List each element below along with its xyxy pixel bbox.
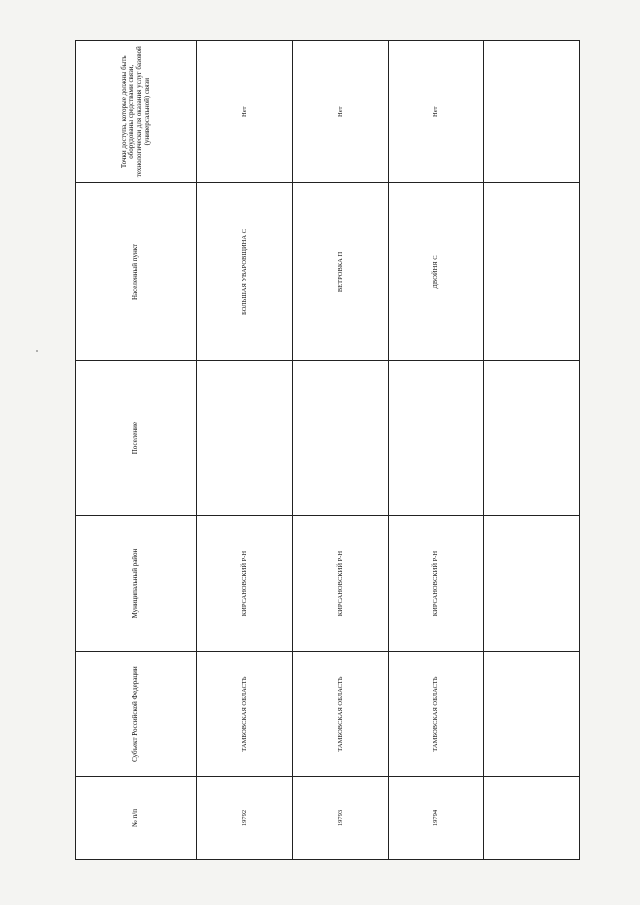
cell-locality: ДВОЙНЯ С	[388, 183, 484, 361]
cell-municipal-district: КИРСАНОВСКИЙ Р-Н	[197, 515, 293, 652]
cell-locality: ВЕТРОВКА П	[292, 183, 388, 361]
table-row	[197, 41, 293, 860]
cell-settlement	[197, 361, 293, 515]
cell-number: 19793	[292, 776, 388, 859]
cell-access: Нет	[388, 41, 484, 183]
cell-settlement	[292, 361, 388, 515]
cell-subject: ТАМБОВСКАЯ ОБЛАСТЬ	[388, 652, 484, 777]
cell-access: Нет	[197, 41, 293, 183]
table-filler-row	[484, 41, 580, 860]
cell-number: 19792	[197, 776, 293, 859]
header-subject: Субъект Российской Федерации	[76, 652, 197, 777]
table-row	[388, 41, 484, 860]
header-number: № п/п	[76, 776, 197, 859]
rotated-table-wrapper	[75, 40, 580, 860]
cell-settlement	[388, 361, 484, 515]
cell-access: Нет	[292, 41, 388, 183]
cell-subject: ТАМБОВСКАЯ ОБЛАСТЬ	[292, 652, 388, 777]
header-settlement: Поселение	[76, 361, 197, 515]
cell-municipal-district: КИРСАНОВСКИЙ Р-Н	[292, 515, 388, 652]
cell-municipal-district: КИРСАНОВСКИЙ Р-Н	[388, 515, 484, 652]
header-access-points: Точки доступа, которые должны быть оборудованы средствами связи, технологически для оказания услуг базовой (универсальной) связи	[76, 41, 197, 183]
access-points-table	[75, 40, 580, 860]
header-locality: Населенный пункт	[76, 183, 197, 361]
cell-locality: БОЛЬШАЯ УВАРОВЩИНА С	[197, 183, 293, 361]
cell-subject: ТАМБОВСКАЯ ОБЛАСТЬ	[197, 652, 293, 777]
table-row	[292, 41, 388, 860]
cell-number: 19794	[388, 776, 484, 859]
header-municipal-district: Муниципальный район	[76, 515, 197, 652]
table-header-row	[76, 41, 197, 860]
